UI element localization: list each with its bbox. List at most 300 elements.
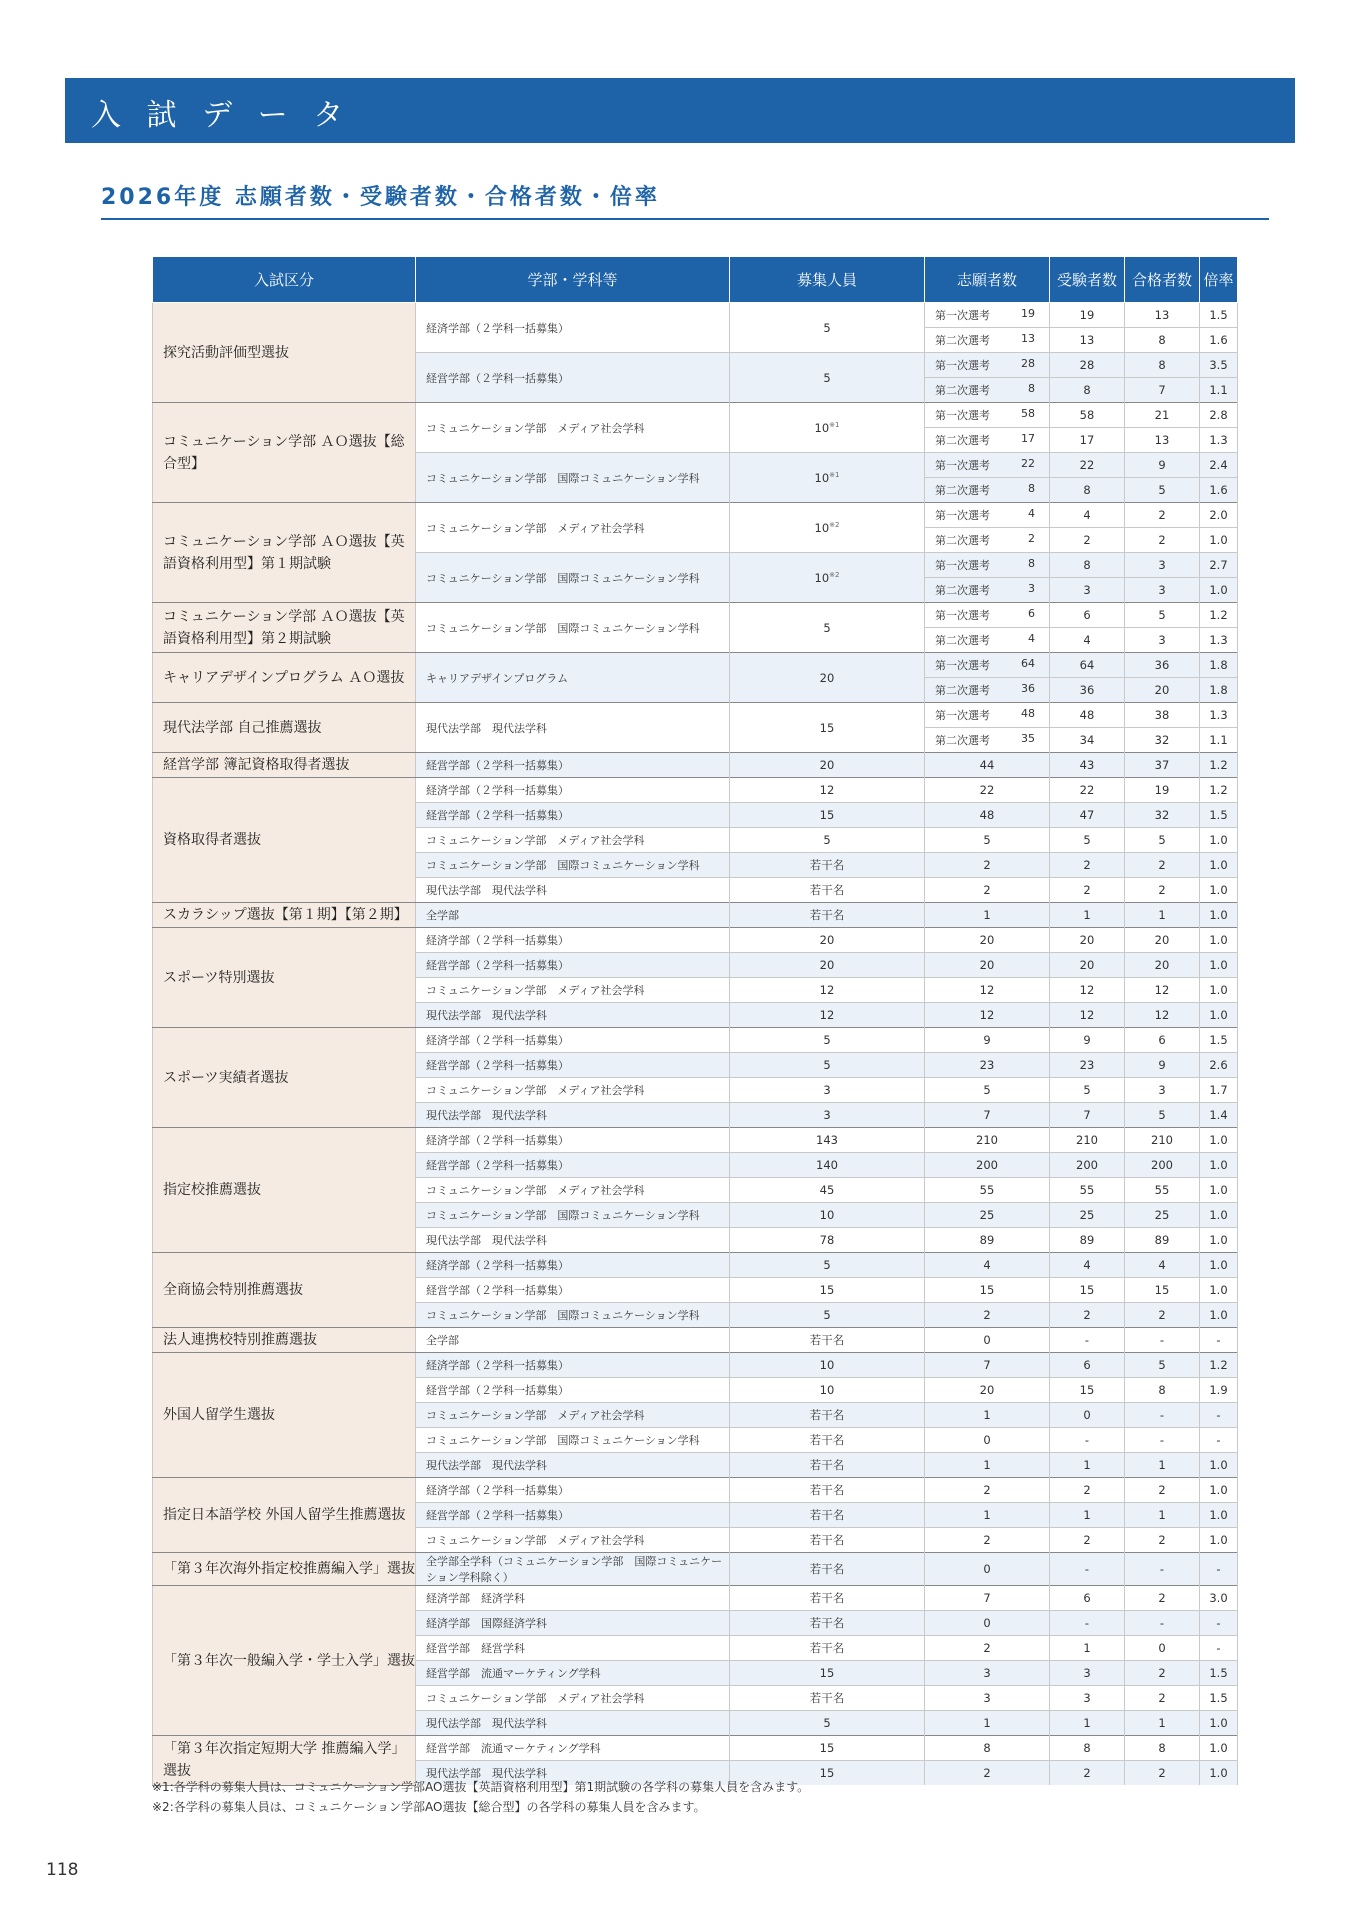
department-cell: 経営学部 経営学科: [416, 1636, 730, 1661]
ratio-cell: -: [1200, 1611, 1238, 1636]
passers-cell: 1: [1125, 903, 1200, 928]
department-cell: 経営学部（２学科一括募集）: [416, 753, 730, 778]
capacity-value: 15: [819, 720, 835, 735]
examinees-cell: 1: [1050, 1636, 1125, 1661]
selection-stage-label: 第二次選考: [935, 534, 990, 547]
selection-cell: [925, 553, 1050, 578]
capacity-note: ※1: [829, 470, 840, 479]
applicants-value: 4: [1028, 632, 1035, 645]
applicants-cell: 1: [925, 1453, 1050, 1478]
applicants-cell: 2: [925, 853, 1050, 878]
examinees-cell: 210: [1050, 1128, 1125, 1153]
applicants-cell: 9: [925, 1028, 1050, 1053]
table-row: [153, 603, 1238, 628]
capacity-cell: 12: [730, 1003, 925, 1028]
capacity-cell: 5: [730, 1711, 925, 1736]
examinees-cell: 3: [1050, 1661, 1125, 1686]
category-cell: 外国人留学生選抜: [153, 1353, 416, 1478]
selection-stage-label: 第二次選考: [935, 484, 990, 497]
examinees-cell: 19: [1050, 303, 1125, 328]
applicants-cell: 200: [925, 1153, 1050, 1178]
applicants-cell: 5: [925, 828, 1050, 853]
passers-cell: 9: [1125, 453, 1200, 478]
ratio-cell: 1.5: [1200, 303, 1238, 328]
selection-stage-label: 第二次選考: [935, 334, 990, 347]
selection-stage-label: 第二次選考: [935, 734, 990, 747]
capacity-note: ※2: [829, 520, 840, 529]
department-cell: コミュニケーション学部 メディア社会学科: [416, 978, 730, 1003]
table-row: [153, 1736, 1238, 1761]
table-row: [153, 778, 1238, 803]
examinees-cell: 2: [1050, 1478, 1125, 1503]
applicants-cell: 2: [925, 1303, 1050, 1328]
department-cell: コミュニケーション学部 国際コミュニケーション学科: [416, 603, 730, 653]
examinees-cell: 13: [1050, 328, 1125, 353]
table-row: [153, 653, 1238, 678]
selection-cell: [925, 378, 1050, 403]
ratio-cell: 1.5: [1200, 803, 1238, 828]
department-cell: コミュニケーション学部 国際コミュニケーション学科: [416, 1428, 730, 1453]
selection-cell: [925, 303, 1050, 328]
ratio-cell: 1.1: [1200, 378, 1238, 403]
examinees-cell: 25: [1050, 1203, 1125, 1228]
department-cell: コミュニケーション学部 メディア社会学科: [416, 1528, 730, 1553]
applicants-value: 58: [1021, 407, 1035, 420]
ratio-cell: -: [1200, 1553, 1238, 1586]
examinees-cell: 22: [1050, 778, 1125, 803]
ratio-cell: 1.9: [1200, 1378, 1238, 1403]
ratio-cell: 1.0: [1200, 1128, 1238, 1153]
capacity-value: 10: [814, 470, 830, 485]
capacity-value: 10: [814, 520, 830, 535]
department-cell: キャリアデザインプログラム: [416, 653, 730, 703]
table-row: [153, 1586, 1238, 1611]
category-cell: コミュニケーション学部 ＡＯ選抜【総合型】: [153, 403, 416, 503]
examinees-cell: -: [1050, 1611, 1125, 1636]
examinees-cell: 12: [1050, 1003, 1125, 1028]
ratio-cell: 1.0: [1200, 1736, 1238, 1761]
applicants-cell: 44: [925, 753, 1050, 778]
footnote: ※1:各学科の募集人員は、コミュニケーション学部AO選抜【英語資格利用型】第1期試験の各学科の募集人員を含みます。: [152, 1780, 810, 1794]
department-cell: 現代法学部 現代法学科: [416, 1228, 730, 1253]
capacity-cell: 若干名: [730, 1403, 925, 1428]
category-cell: 「第３年次海外指定校推薦編入学」選抜: [153, 1553, 416, 1586]
category-cell: 法人連携校特別推薦選抜: [153, 1328, 416, 1353]
applicants-cell: 210: [925, 1128, 1050, 1153]
passers-cell: 20: [1125, 678, 1200, 703]
applicants-cell: 20: [925, 1378, 1050, 1403]
passers-cell: 2: [1125, 853, 1200, 878]
capacity-cell: 10: [730, 1378, 925, 1403]
department-cell: 全学部: [416, 903, 730, 928]
examinees-cell: 5: [1050, 828, 1125, 853]
applicants-cell: 3: [925, 1661, 1050, 1686]
department-cell: 現代法学部 現代法学科: [416, 1711, 730, 1736]
capacity-cell: 3: [730, 1078, 925, 1103]
examinees-cell: 64: [1050, 653, 1125, 678]
examinees-cell: 7: [1050, 1103, 1125, 1128]
selection-stage-label: 第一次選考: [935, 559, 990, 572]
capacity-cell: 5: [730, 1303, 925, 1328]
department-cell: コミュニケーション学部 国際コミュニケーション学科: [416, 553, 730, 603]
passers-cell: 32: [1125, 803, 1200, 828]
capacity-cell: 20: [730, 753, 925, 778]
passers-cell: 20: [1125, 953, 1200, 978]
department-cell: 経営学部（２学科一括募集）: [416, 803, 730, 828]
applicants-cell: 55: [925, 1178, 1050, 1203]
selection-stage-label: 第一次選考: [935, 509, 990, 522]
category-cell: スカラシップ選抜【第１期】【第２期】: [153, 903, 416, 928]
examinees-cell: 1: [1050, 1503, 1125, 1528]
ratio-cell: 1.0: [1200, 1278, 1238, 1303]
ratio-cell: 1.2: [1200, 603, 1238, 628]
department-cell: 経営学部（２学科一括募集）: [416, 353, 730, 403]
ratio-cell: 1.0: [1200, 1478, 1238, 1503]
capacity-cell: 15: [730, 1278, 925, 1303]
ratio-cell: 1.8: [1200, 653, 1238, 678]
ratio-cell: 1.0: [1200, 528, 1238, 553]
ratio-cell: -: [1200, 1636, 1238, 1661]
capacity-value: 5: [823, 370, 831, 385]
capacity-cell: 若干名: [730, 853, 925, 878]
page-number: 118: [46, 1860, 79, 1880]
applicants-value: 35: [1021, 732, 1035, 745]
capacity-value: 5: [823, 320, 831, 335]
capacity-cell: [730, 403, 925, 453]
passers-cell: 32: [1125, 728, 1200, 753]
selection-cell: [925, 703, 1050, 728]
capacity-cell: 140: [730, 1153, 925, 1178]
capacity-cell: 15: [730, 803, 925, 828]
examinees-cell: 5: [1050, 1078, 1125, 1103]
capacity-cell: 3: [730, 1103, 925, 1128]
capacity-cell: 若干名: [730, 1503, 925, 1528]
ratio-cell: 1.3: [1200, 628, 1238, 653]
passers-cell: 25: [1125, 1203, 1200, 1228]
ratio-cell: 1.6: [1200, 328, 1238, 353]
ratio-cell: 1.0: [1200, 1228, 1238, 1253]
ratio-cell: 1.2: [1200, 753, 1238, 778]
capacity-note: ※2: [829, 570, 840, 579]
applicants-cell: 12: [925, 1003, 1050, 1028]
ratio-cell: 2.7: [1200, 553, 1238, 578]
ratio-cell: 1.0: [1200, 1253, 1238, 1278]
page-header-banner: [65, 78, 1295, 143]
passers-cell: 13: [1125, 303, 1200, 328]
passers-cell: 2: [1125, 503, 1200, 528]
passers-cell: 8: [1125, 353, 1200, 378]
capacity-value: 5: [823, 620, 831, 635]
ratio-cell: 1.0: [1200, 1453, 1238, 1478]
ratio-cell: -: [1200, 1328, 1238, 1353]
passers-cell: 5: [1125, 603, 1200, 628]
ratio-cell: 1.0: [1200, 1303, 1238, 1328]
examinees-cell: 4: [1050, 1253, 1125, 1278]
table-row: [153, 1553, 1238, 1586]
examinees-cell: -: [1050, 1328, 1125, 1353]
passers-cell: -: [1125, 1328, 1200, 1353]
passers-cell: 89: [1125, 1228, 1200, 1253]
department-cell: 現代法学部 現代法学科: [416, 878, 730, 903]
examinees-cell: 2: [1050, 1761, 1125, 1786]
passers-cell: 2: [1125, 1586, 1200, 1611]
examinees-cell: 9: [1050, 1028, 1125, 1053]
applicants-cell: 2: [925, 1528, 1050, 1553]
department-cell: コミュニケーション学部 メディア社会学科: [416, 503, 730, 553]
examinees-cell: 48: [1050, 703, 1125, 728]
applicants-value: 8: [1028, 382, 1035, 395]
capacity-cell: 若干名: [730, 1328, 925, 1353]
applicants-cell: 2: [925, 1761, 1050, 1786]
examinees-cell: 23: [1050, 1053, 1125, 1078]
selection-cell: [925, 678, 1050, 703]
passers-cell: -: [1125, 1611, 1200, 1636]
department-cell: 経営学部（２学科一括募集）: [416, 1378, 730, 1403]
department-cell: 経営学部（２学科一括募集）: [416, 1053, 730, 1078]
table-row: [153, 1028, 1238, 1053]
applicants-cell: 2: [925, 1478, 1050, 1503]
selection-stage-label: 第二次選考: [935, 584, 990, 597]
passers-cell: 3: [1125, 578, 1200, 603]
department-cell: コミュニケーション学部 メディア社会学科: [416, 1403, 730, 1428]
examinees-cell: 36: [1050, 678, 1125, 703]
examinees-cell: 3: [1050, 578, 1125, 603]
applicants-cell: 12: [925, 978, 1050, 1003]
table-row: [153, 503, 1238, 528]
passers-cell: 1: [1125, 1711, 1200, 1736]
col-header-examinees: 受験者数: [1050, 257, 1125, 303]
examinees-cell: 8: [1050, 378, 1125, 403]
ratio-cell: 1.0: [1200, 1178, 1238, 1203]
examinees-cell: 28: [1050, 353, 1125, 378]
passers-cell: 2: [1125, 1661, 1200, 1686]
capacity-cell: [730, 603, 925, 653]
passers-cell: 6: [1125, 1028, 1200, 1053]
applicants-cell: 1: [925, 1403, 1050, 1428]
passers-cell: 5: [1125, 828, 1200, 853]
ratio-cell: 1.1: [1200, 728, 1238, 753]
table-row: [153, 1128, 1238, 1153]
department-cell: 全学部全学科（コミュニケーション学部 国際コミュニケーション学科除く）: [416, 1553, 730, 1586]
ratio-cell: 1.3: [1200, 703, 1238, 728]
ratio-cell: 1.7: [1200, 1078, 1238, 1103]
capacity-cell: 若干名: [730, 1428, 925, 1453]
passers-cell: 2: [1125, 1686, 1200, 1711]
examinees-cell: 12: [1050, 978, 1125, 1003]
ratio-cell: 1.0: [1200, 978, 1238, 1003]
passers-cell: 210: [1125, 1128, 1200, 1153]
capacity-cell: [730, 653, 925, 703]
applicants-cell: 20: [925, 953, 1050, 978]
department-cell: 現代法学部 現代法学科: [416, 1453, 730, 1478]
capacity-cell: 若干名: [730, 1686, 925, 1711]
page-header-title: 入 試 デ ー タ: [91, 98, 352, 133]
passers-cell: 2: [1125, 1478, 1200, 1503]
ratio-cell: 1.0: [1200, 903, 1238, 928]
table-row: [153, 1253, 1238, 1278]
applicants-cell: 25: [925, 1203, 1050, 1228]
applicants-cell: 89: [925, 1228, 1050, 1253]
col-header-capacity: 募集人員: [730, 257, 925, 303]
ratio-cell: 1.0: [1200, 828, 1238, 853]
passers-cell: 5: [1125, 478, 1200, 503]
applicants-cell: 0: [925, 1611, 1050, 1636]
selection-stage-label: 第二次選考: [935, 684, 990, 697]
department-cell: コミュニケーション学部 メディア社会学科: [416, 1686, 730, 1711]
capacity-cell: 12: [730, 978, 925, 1003]
department-cell: 経済学部（２学科一括募集）: [416, 1478, 730, 1503]
category-cell: スポーツ特別選抜: [153, 928, 416, 1028]
department-cell: コミュニケーション学部 国際コミュニケーション学科: [416, 853, 730, 878]
passers-cell: 15: [1125, 1278, 1200, 1303]
passers-cell: 8: [1125, 1736, 1200, 1761]
col-header-department: 学部・学科等: [416, 257, 730, 303]
selection-cell: [925, 728, 1050, 753]
ratio-cell: 1.0: [1200, 578, 1238, 603]
applicants-cell: 2: [925, 878, 1050, 903]
applicants-cell: 3: [925, 1686, 1050, 1711]
department-cell: 経営学部（２学科一括募集）: [416, 1278, 730, 1303]
department-cell: 経済学部（２学科一括募集）: [416, 303, 730, 353]
selection-cell: [925, 453, 1050, 478]
examinees-cell: 20: [1050, 928, 1125, 953]
department-cell: 現代法学部 現代法学科: [416, 703, 730, 753]
table-header-row: [153, 257, 1238, 303]
applicants-cell: 7: [925, 1353, 1050, 1378]
capacity-cell: 10: [730, 1203, 925, 1228]
examinees-cell: 4: [1050, 503, 1125, 528]
selection-cell: [925, 403, 1050, 428]
examinees-cell: 6: [1050, 1586, 1125, 1611]
capacity-cell: 5: [730, 1253, 925, 1278]
passers-cell: 5: [1125, 1353, 1200, 1378]
ratio-cell: 1.0: [1200, 1203, 1238, 1228]
passers-cell: -: [1125, 1403, 1200, 1428]
passers-cell: 13: [1125, 428, 1200, 453]
examinees-cell: 58: [1050, 403, 1125, 428]
department-cell: 経営学部（２学科一括募集）: [416, 1153, 730, 1178]
applicants-value: 22: [1021, 457, 1035, 470]
applicants-cell: 0: [925, 1553, 1050, 1586]
capacity-cell: 20: [730, 953, 925, 978]
examinees-cell: 6: [1050, 603, 1125, 628]
capacity-cell: 若干名: [730, 878, 925, 903]
examinees-cell: 8: [1050, 478, 1125, 503]
passers-cell: 2: [1125, 1528, 1200, 1553]
department-cell: 経済学部（２学科一括募集）: [416, 1353, 730, 1378]
passers-cell: 2: [1125, 528, 1200, 553]
examinees-cell: 3: [1050, 1686, 1125, 1711]
category-cell: コミュニケーション学部 ＡＯ選抜【英語資格利用型】第２期試験: [153, 603, 416, 653]
passers-cell: 3: [1125, 628, 1200, 653]
passers-cell: 3: [1125, 553, 1200, 578]
applicants-value: 28: [1021, 357, 1035, 370]
category-cell: 指定日本語学校 外国人留学生推薦選抜: [153, 1478, 416, 1553]
selection-stage-label: 第一次選考: [935, 609, 990, 622]
category-cell: 探究活動評価型選抜: [153, 303, 416, 403]
passers-cell: 4: [1125, 1253, 1200, 1278]
applicants-value: 4: [1028, 507, 1035, 520]
passers-cell: 1: [1125, 1503, 1200, 1528]
passers-cell: 37: [1125, 753, 1200, 778]
ratio-cell: 1.5: [1200, 1661, 1238, 1686]
examinees-cell: 17: [1050, 428, 1125, 453]
passers-cell: -: [1125, 1553, 1200, 1586]
table-row: [153, 703, 1238, 728]
applicants-value: 3: [1028, 582, 1035, 595]
ratio-cell: -: [1200, 1428, 1238, 1453]
selection-cell: [925, 653, 1050, 678]
department-cell: 経営学部（２学科一括募集）: [416, 1503, 730, 1528]
ratio-cell: 1.5: [1200, 1028, 1238, 1053]
footnotes: [152, 1777, 809, 1817]
ratio-cell: 1.0: [1200, 1153, 1238, 1178]
applicants-cell: 7: [925, 1103, 1050, 1128]
selection-stage-label: 第一次選考: [935, 359, 990, 372]
passers-cell: 2: [1125, 1761, 1200, 1786]
selection-cell: [925, 328, 1050, 353]
selection-stage-label: 第一次選考: [935, 659, 990, 672]
ratio-cell: 1.0: [1200, 1761, 1238, 1786]
examinees-cell: 1: [1050, 1453, 1125, 1478]
applicants-cell: 5: [925, 1078, 1050, 1103]
passers-cell: 19: [1125, 778, 1200, 803]
selection-cell: [925, 628, 1050, 653]
table-row: [153, 1328, 1238, 1353]
applicants-cell: 20: [925, 928, 1050, 953]
passers-cell: 7: [1125, 378, 1200, 403]
applicants-value: 64: [1021, 657, 1035, 670]
col-header-category: 入試区分: [153, 257, 416, 303]
capacity-cell: 15: [730, 1736, 925, 1761]
capacity-cell: 143: [730, 1128, 925, 1153]
passers-cell: 3: [1125, 1078, 1200, 1103]
passers-cell: 8: [1125, 1378, 1200, 1403]
capacity-cell: 15: [730, 1761, 925, 1786]
applicants-value: 36: [1021, 682, 1035, 695]
applicants-cell: 48: [925, 803, 1050, 828]
category-cell: 資格取得者選抜: [153, 778, 416, 903]
capacity-cell: 10: [730, 1353, 925, 1378]
ratio-cell: 1.0: [1200, 953, 1238, 978]
capacity-cell: [730, 703, 925, 753]
applicants-cell: 1: [925, 1711, 1050, 1736]
examinees-cell: 8: [1050, 553, 1125, 578]
passers-cell: -: [1125, 1428, 1200, 1453]
applicants-cell: 23: [925, 1053, 1050, 1078]
capacity-value: 10: [814, 420, 830, 435]
selection-stage-label: 第一次選考: [935, 709, 990, 722]
applicants-cell: 7: [925, 1586, 1050, 1611]
ratio-cell: 1.0: [1200, 853, 1238, 878]
applicants-cell: 8: [925, 1736, 1050, 1761]
examinees-cell: 6: [1050, 1353, 1125, 1378]
selection-cell: [925, 528, 1050, 553]
applicants-value: 2: [1028, 532, 1035, 545]
ratio-cell: 2.8: [1200, 403, 1238, 428]
table-row: [153, 928, 1238, 953]
examinees-cell: 20: [1050, 953, 1125, 978]
capacity-cell: [730, 303, 925, 353]
examinees-cell: 55: [1050, 1178, 1125, 1203]
capacity-cell: [730, 553, 925, 603]
ratio-cell: 1.3: [1200, 428, 1238, 453]
ratio-cell: 3.0: [1200, 1586, 1238, 1611]
selection-cell: [925, 578, 1050, 603]
ratio-cell: 1.0: [1200, 1711, 1238, 1736]
passers-cell: 12: [1125, 1003, 1200, 1028]
selection-cell: [925, 503, 1050, 528]
